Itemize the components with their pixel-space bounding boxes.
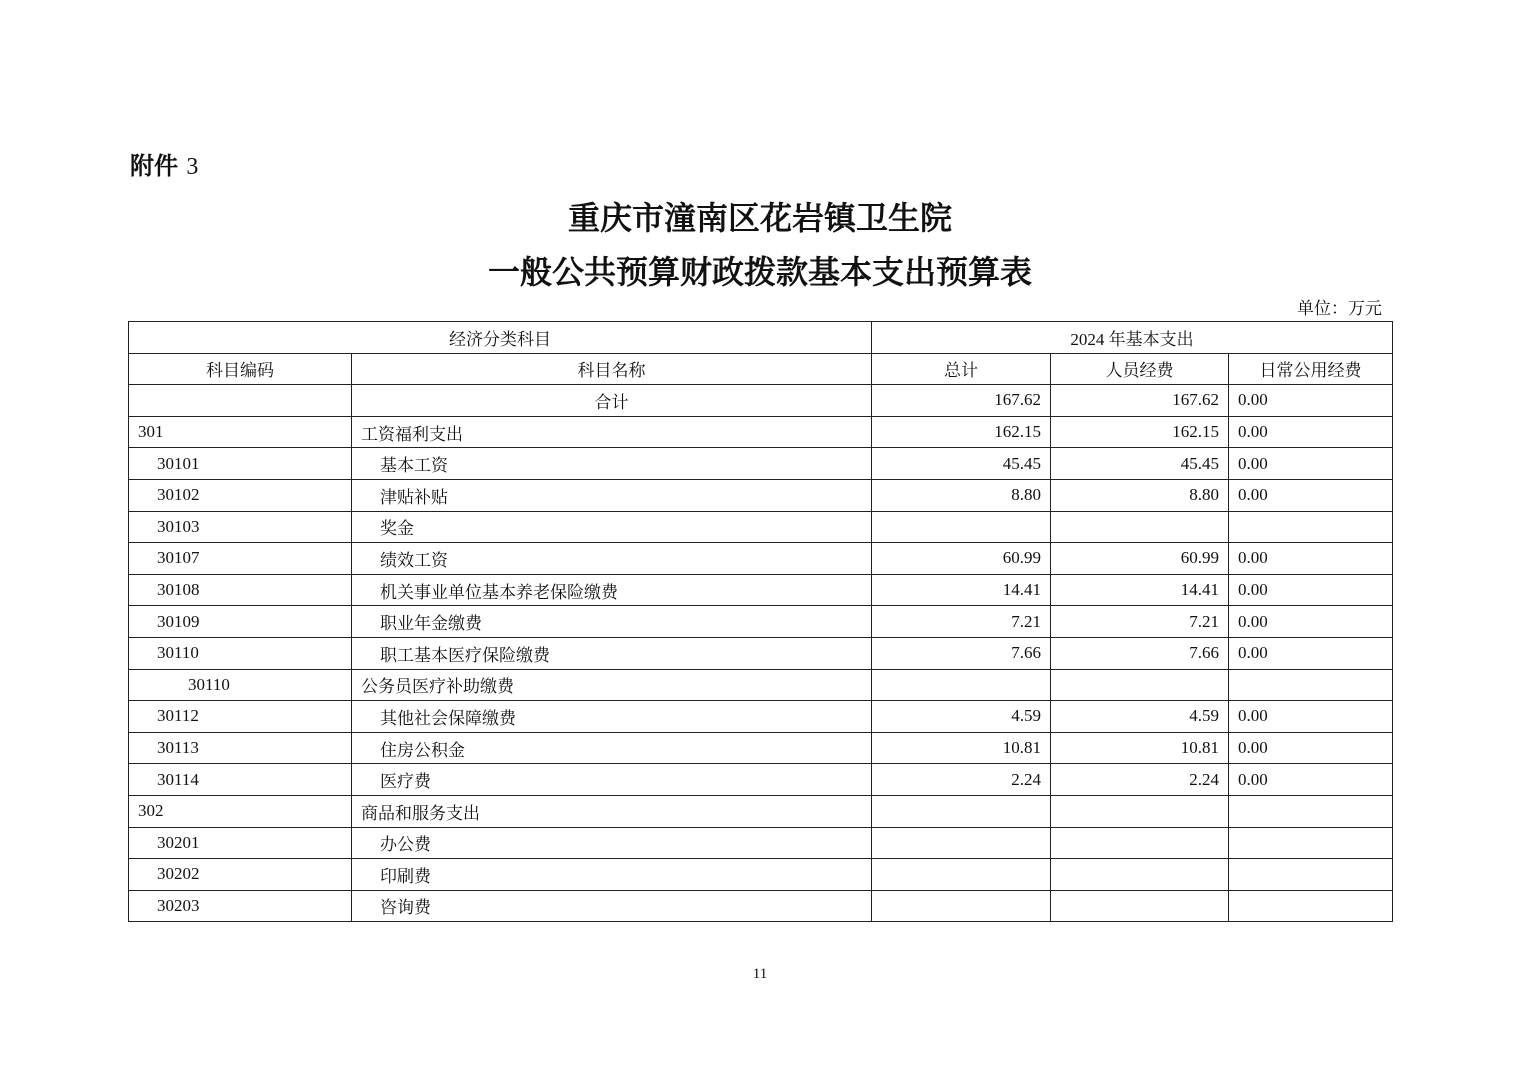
- cell-public: 0.00: [1229, 732, 1393, 764]
- cell-code: 302: [129, 795, 352, 827]
- cell-code: 30112: [129, 701, 352, 733]
- document-title-line1: 重庆市潼南区花岩镇卫生院: [567, 199, 952, 237]
- cell-name: 基本工资: [352, 448, 872, 480]
- cell-total: 60.99: [872, 543, 1051, 575]
- cell-total: [872, 669, 1051, 701]
- cell-code: 301: [129, 416, 352, 448]
- table-row: [129, 732, 1393, 764]
- cell-personnel: 4.59: [1051, 701, 1229, 733]
- cell-personnel: [1051, 827, 1229, 859]
- cell-total: 45.45: [872, 448, 1051, 480]
- cell-personnel: 167.62: [1051, 385, 1229, 417]
- cell-public: 0.00: [1229, 543, 1393, 575]
- cell-code: 30101: [129, 448, 352, 480]
- cell-total: 7.66: [872, 637, 1051, 669]
- cell-public: 0.00: [1229, 479, 1393, 511]
- budget-table: [128, 321, 1393, 922]
- table-row: [129, 764, 1393, 796]
- cell-personnel: 60.99: [1051, 543, 1229, 575]
- table-row: [129, 890, 1393, 922]
- attachment-label: [130, 146, 198, 181]
- table-row: [129, 859, 1393, 891]
- group-header-2024-basic-expenditure: 2024 年基本支出: [872, 322, 1393, 354]
- group-header-economic-class: 经济分类科目: [129, 322, 872, 354]
- cell-code: 30203: [129, 890, 352, 922]
- cell-personnel: 14.41: [1051, 574, 1229, 606]
- cell-name: 工资福利支出: [352, 416, 872, 448]
- cell-code: 30113: [129, 732, 352, 764]
- page-number: 11: [752, 966, 768, 982]
- cell-name: 奖金: [352, 511, 872, 543]
- document-title-line2: 一般公共预算财政拨款基本支出预算表: [487, 253, 1032, 291]
- cell-personnel: 7.21: [1051, 606, 1229, 638]
- cell-personnel: [1051, 511, 1229, 543]
- cell-name: 商品和服务支出: [352, 795, 872, 827]
- cell-public: [1229, 669, 1393, 701]
- unit-label: 单位：万元: [1297, 299, 1382, 319]
- cell-total: [872, 795, 1051, 827]
- cell-name: 津贴补贴: [352, 479, 872, 511]
- column-header-public: 日常公用经费: [1229, 353, 1393, 385]
- cell-public: 0.00: [1229, 385, 1393, 417]
- cell-name: 职业年金缴费: [352, 606, 872, 638]
- cell-name: 职工基本医疗保险缴费: [352, 637, 872, 669]
- cell-total: [872, 890, 1051, 922]
- cell-name: 合计: [352, 385, 872, 417]
- cell-name: 绩效工资: [352, 543, 872, 575]
- cell-personnel: [1051, 890, 1229, 922]
- cell-public: [1229, 795, 1393, 827]
- cell-personnel: 10.81: [1051, 732, 1229, 764]
- cell-personnel: [1051, 669, 1229, 701]
- cell-personnel: [1051, 795, 1229, 827]
- table-row: [129, 479, 1393, 511]
- cell-public: 0.00: [1229, 701, 1393, 733]
- cell-name: 公务员医疗补助缴费: [352, 669, 872, 701]
- cell-personnel: 162.15: [1051, 416, 1229, 448]
- cell-code: 30109: [129, 606, 352, 638]
- cell-code: 30110: [129, 669, 352, 701]
- cell-name: 办公费: [352, 827, 872, 859]
- cell-public: 0.00: [1229, 637, 1393, 669]
- attachment-number: 3: [186, 154, 199, 180]
- column-header-row: [129, 353, 1393, 385]
- cell-code: 30102: [129, 479, 352, 511]
- group-header-row: [129, 322, 1393, 354]
- table-row: [129, 795, 1393, 827]
- cell-code: 30108: [129, 574, 352, 606]
- cell-total: [872, 511, 1051, 543]
- table-row: [129, 606, 1393, 638]
- table-row: [129, 385, 1393, 417]
- cell-public: 0.00: [1229, 574, 1393, 606]
- cell-name: 印刷费: [352, 859, 872, 891]
- table-row: [129, 637, 1393, 669]
- cell-total: 167.62: [872, 385, 1051, 417]
- column-header-total: 总计: [872, 353, 1051, 385]
- attachment-prefix: 附件: [130, 152, 178, 180]
- cell-total: 162.15: [872, 416, 1051, 448]
- cell-total: [872, 827, 1051, 859]
- cell-personnel: 7.66: [1051, 637, 1229, 669]
- column-header-personnel: 人员经费: [1051, 353, 1229, 385]
- table-row: [129, 827, 1393, 859]
- cell-name: 咨询费: [352, 890, 872, 922]
- cell-name: 住房公积金: [352, 732, 872, 764]
- cell-public: 0.00: [1229, 416, 1393, 448]
- cell-public: [1229, 890, 1393, 922]
- cell-code: [129, 385, 352, 417]
- cell-code: 30201: [129, 827, 352, 859]
- cell-personnel: 2.24: [1051, 764, 1229, 796]
- column-header-code: 科目编码: [129, 353, 352, 385]
- cell-code: 30107: [129, 543, 352, 575]
- table-row: [129, 574, 1393, 606]
- cell-total: [872, 859, 1051, 891]
- cell-public: [1229, 859, 1393, 891]
- table-row: [129, 448, 1393, 480]
- cell-code: 30202: [129, 859, 352, 891]
- cell-public: 0.00: [1229, 606, 1393, 638]
- cell-public: [1229, 827, 1393, 859]
- table-row: [129, 416, 1393, 448]
- cell-public: [1229, 511, 1393, 543]
- cell-total: 14.41: [872, 574, 1051, 606]
- cell-total: 8.80: [872, 479, 1051, 511]
- cell-name: 医疗费: [352, 764, 872, 796]
- cell-total: 2.24: [872, 764, 1051, 796]
- cell-name: 其他社会保障缴费: [352, 701, 872, 733]
- cell-public: 0.00: [1229, 448, 1393, 480]
- cell-total: 7.21: [872, 606, 1051, 638]
- cell-code: 30114: [129, 764, 352, 796]
- table-row: [129, 543, 1393, 575]
- cell-total: 4.59: [872, 701, 1051, 733]
- cell-code: 30103: [129, 511, 352, 543]
- cell-personnel: 45.45: [1051, 448, 1229, 480]
- cell-public: 0.00: [1229, 764, 1393, 796]
- cell-personnel: 8.80: [1051, 479, 1229, 511]
- table-row: [129, 511, 1393, 543]
- cell-name: 机关事业单位基本养老保险缴费: [352, 574, 872, 606]
- table-row: [129, 701, 1393, 733]
- column-header-name: 科目名称: [352, 353, 872, 385]
- table-row: [129, 669, 1393, 701]
- cell-total: 10.81: [872, 732, 1051, 764]
- cell-personnel: [1051, 859, 1229, 891]
- cell-code: 30110: [129, 637, 352, 669]
